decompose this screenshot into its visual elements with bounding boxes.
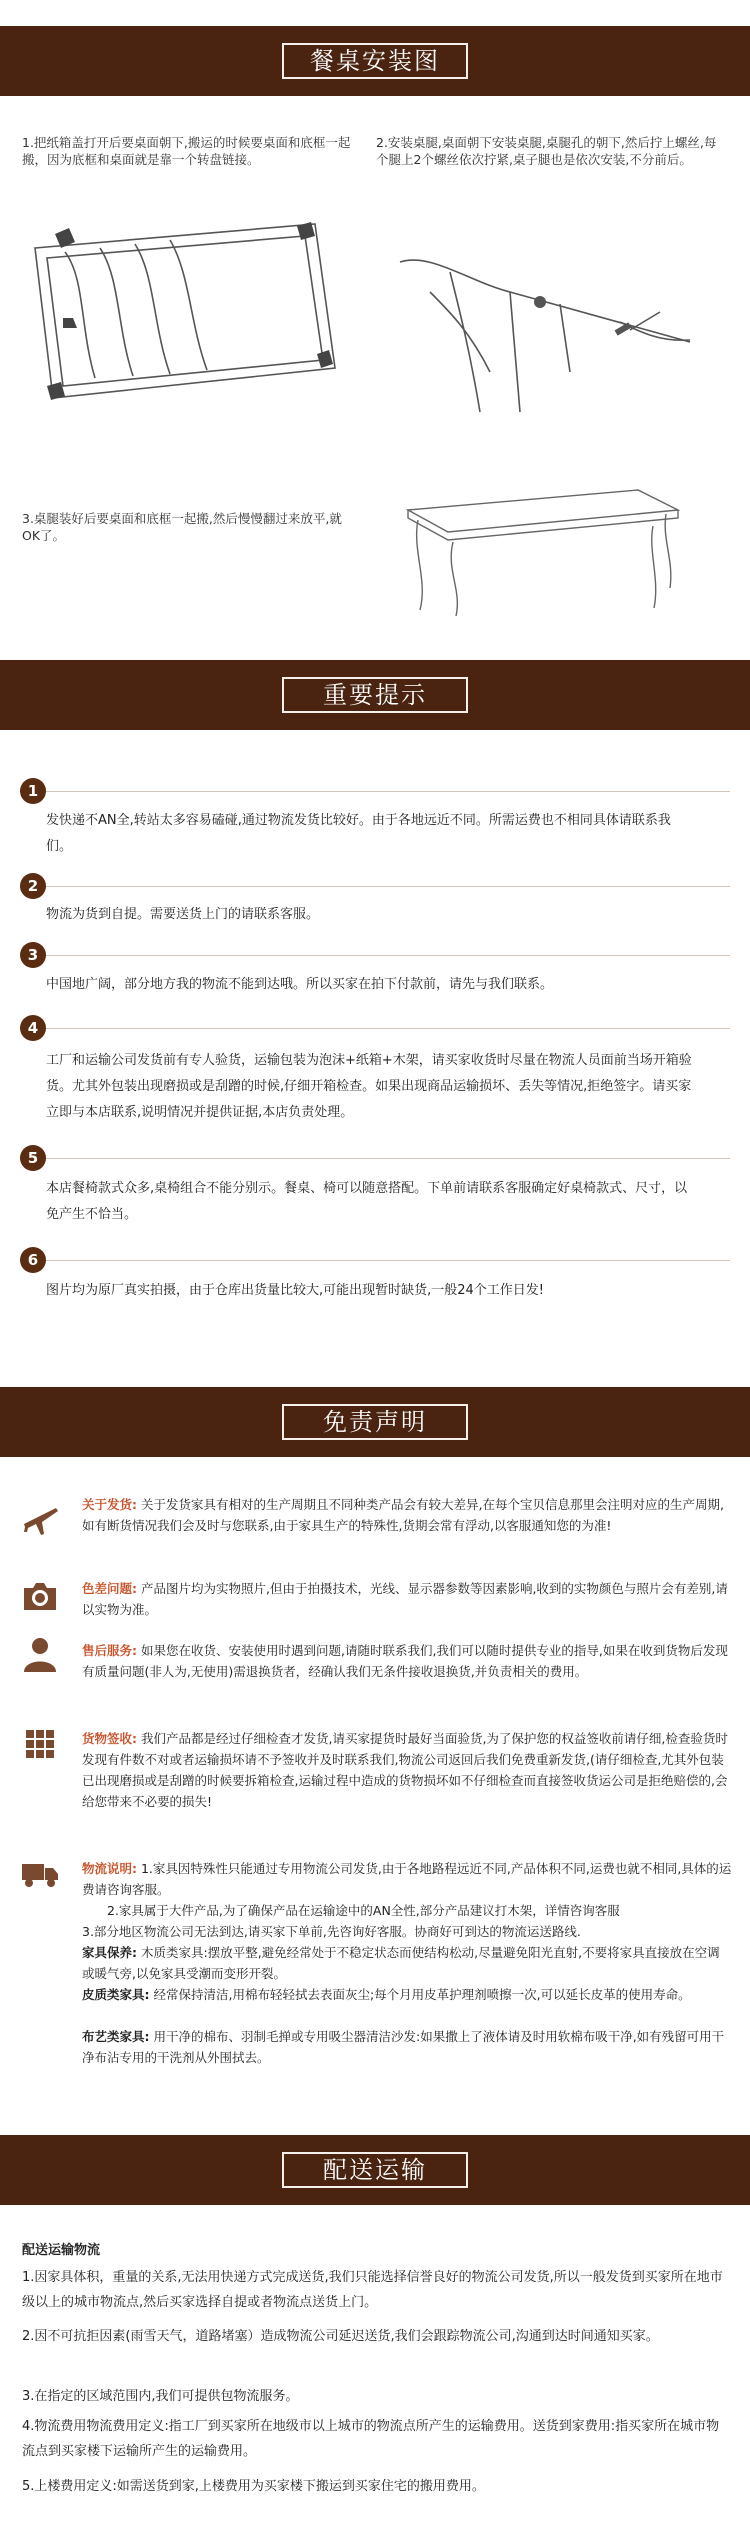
shipping-banner (0, 2135, 750, 2205)
shipping-item: 3.在指定的区域范围内,我们可提供包物流服务。 (22, 2389, 299, 2404)
tip-text: 发快递不AN全,转站太多容易磕碰,通过物流发货比较好。由于各地远近不同。所需运费也不相同具体请联系我们。 (46, 813, 671, 854)
table-frame-sketch (25, 218, 345, 408)
tip-text: 工厂和运输公司发货前有专人验货，运输包装为泡沫+纸箱+木架，请买家收货时尽量在物流人员面前当场开箱验货。尤其外包装出现磨损或是刮蹭的时候,仔细开箱检查。如果出现商品运输损坏、丢失等情况,拒绝签字。请买家立即与本店联系,说明情况并提供证据,本店负责处理。 (46, 1053, 692, 1120)
assembled-table-sketch (398, 470, 688, 620)
person-icon (20, 1636, 60, 1672)
sign-text: 货物签收: 我们产品都是经过仔细检查才发货,请买家提货时最好当面验货,为了保护您的权益签收前请仔细,检查验货时发现有件数不对或者运输损坏请不予签收并及时联系我们,物流公司返回后我们免费重新发货,(请仔细检查,尤其外包装已出现磨损或是刮蹭的时候要拆箱检查,运输过程中造成的货物损坏如不仔细检查而直接签收货运公司是拒绝赔偿的,会给您带来不必要的损失! (82, 1731, 728, 1809)
disclaimer-title: 免责声明 (282, 1404, 468, 1440)
install-step1: 1.把纸箱盖打开后要桌面朝下,搬运的时候要桌面和底框一起搬，因为底框和桌面就是靠一个转盘链接。 (22, 135, 351, 167)
care-text: 家具保养: 木质类家具:摆放平整,避免经常处于不稳定状态而使结构松动,尽量避免阳光直射,不要将家具直接放在空调或暖气旁,以免家具受潮而变形开裂。 (82, 1945, 720, 1981)
service-text: 售后服务: 如果您在收货、安装使用时遇到问题,请随时联系我们,我们可以随时提供专业的指导,如果在收到货物后发现有质量问题(非人为,无使用)需退换货者，经确认我们无条件接收退换货,并负责相关的费用。 (82, 1643, 728, 1679)
disclaimer-banner (0, 1387, 750, 1457)
truck-icon (20, 1856, 60, 1892)
tip-text: 物流为货到自提。需要送货上门的请联系客服。 (46, 907, 320, 922)
tip-text: 本店餐椅款式众多,桌椅组合不能分别示。餐桌、椅可以随意搭配。下单前请联系客服确定好桌椅款式、尺寸，以免产生不恰当。 (46, 1181, 688, 1222)
tip-number: 1 (20, 778, 46, 804)
install-step2: 2.安装桌腿,桌面朝下安装桌腿,桌腿孔的朝下,然后拧上螺丝,每个腿上2个螺丝依次拧紧,桌子腿也是依次安装,不分前后。 (376, 135, 717, 167)
tips-title: 重要提示 (282, 677, 468, 713)
install-banner (0, 26, 750, 96)
grid-icon (20, 1726, 60, 1762)
tips-banner (0, 660, 750, 730)
tip-number: 3 (20, 942, 46, 968)
leg-install-sketch (390, 222, 720, 422)
shipping-title: 配送运输 (282, 2152, 468, 2188)
camera-icon (20, 1578, 60, 1614)
logistics-text: 物流说明: 1.家具因特殊性只能通过专用物流公司发货,由于各地路程远近不同,产品体积不同,运费也就不相同,具体的运费请咨询客服。 (82, 1861, 732, 1897)
logistics-line3: 3.部分地区物流公司无法到达,请买家下单前,先咨询好客服。协商好可到达的物流运送路线. (82, 1924, 581, 1939)
tip-text: 图片均为原厂真实拍摄，由于仓库出货量比较大,可能出现暂时缺货,一般24个工作日发! (46, 1283, 545, 1298)
shipping-item: 4.物流费用物流费用定义:指工厂到买家所在地级市以上城市的物流点所产生的运输费用。送货到家费用:指买家所在城市物流点到买家楼下运输所产生的运输费用。 (22, 2419, 720, 2459)
tip-number: 2 (20, 873, 46, 899)
color-text: 色差问题: 产品图片均为实物照片,但由于拍摄技术，光线、显示器参数等因素影响,收到的实物颜色与照片会有差别,请以实物为准。 (82, 1581, 728, 1617)
tip-text: 中国地广阔，部分地方我的物流不能到达哦。所以买家在拍下付款前，请先与我们联系。 (46, 977, 554, 992)
install-title: 餐桌安装图 (282, 43, 468, 79)
tip-number: 6 (20, 1247, 46, 1273)
tip-number: 4 (20, 1015, 46, 1041)
shipping-heading: 配送运输物流 (22, 2243, 101, 2258)
fabric-text: 布艺类家具: 用干净的棉布、羽制毛掸或专用吸尘器清洁沙发:如果撒上了液体请及时用软棉布吸干净,如有残留可用干净布沾专用的干洗剂从外围拭去。 (82, 2029, 725, 2065)
ship-text: 关于发货: 关于发货家具有相对的生产周期且不同种类产品会有较大差异,在每个宝贝信息那里会注明对应的生产周期,如有断货情况我们会及时与您联系,由于家具生产的特殊性,货期会常有浮动,以客服通知您的为准! (82, 1497, 724, 1533)
leather-text: 皮质类家具: 经常保持清洁,用棉布轻轻拭去表面灰尘;每个月用皮革护理剂喷擦一次,可以延长皮革的使用寿命。 (82, 1987, 691, 2002)
shipping-item: 2.因不可抗拒因素(雨雪天气，道路堵塞）造成物流公司延迟送货,我们会跟踪物流公司,沟通到达时间通知买家。 (22, 2329, 659, 2344)
shipping-item: 1.因家具体积，重量的关系,无法用快递方式完成送货,我们只能选择信誉良好的物流公司发货,所以一般发货到买家所在地市级以上的城市物流点,然后买家选择自提或者物流点送货上门。 (22, 2270, 723, 2310)
logistics-line2: 2.家具属于大件产品,为了确保产品在运输途中的AN全性,部分产品建议打木架，详情咨询客服 (107, 1903, 620, 1918)
install-step3: 3.桌腿装好后要桌面和底框一起搬,然后慢慢翻过来放平,就OK了。 (22, 511, 342, 543)
shipping-item: 5.上楼费用定义:如需送货到家,上楼费用为买家楼下搬运到买家住宅的搬用费用。 (22, 2479, 485, 2494)
tip-number: 5 (20, 1145, 46, 1171)
airplane-icon (20, 1502, 60, 1538)
